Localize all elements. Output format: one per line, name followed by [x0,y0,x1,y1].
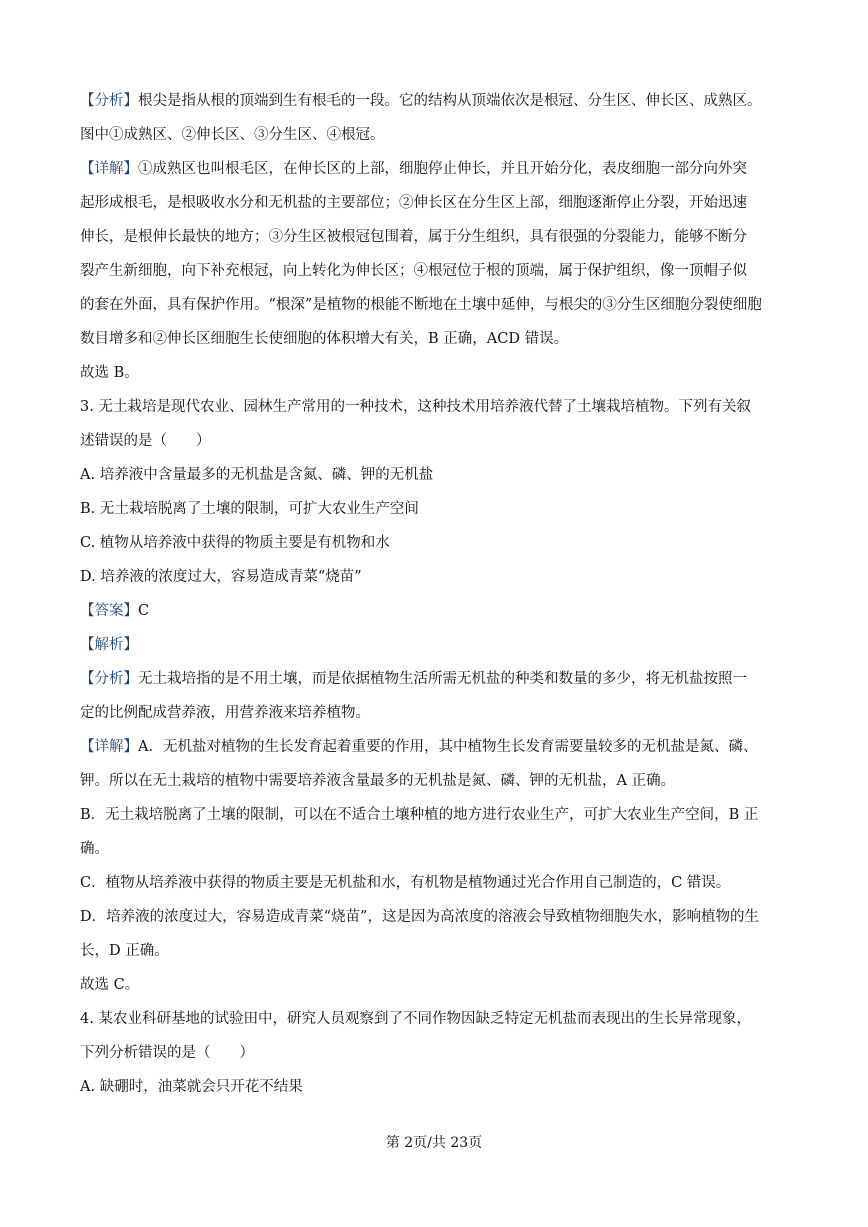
q4-stem-line-2: 下列分析错误的是（ ） [80,1045,254,1061]
q3-stem-line-1: 3. 无土栽培是现代农业、园林生产常用的一种技术，这种技术用培养液代替了土壤栽培植物。下列有关叙 [80,399,751,415]
answer-tag: 【答案】 [80,603,138,619]
q3-analysis [80,662,792,730]
q3-answer [80,594,792,628]
q3-option-c: C. 植物从培养液中获得的物质主要是有机物和水 [80,535,390,551]
q3-detail-d-line-1: D．培养液的浓度过大，容易造成青菜“烧苗”，这是因为高浓度的溶液会导致植物细胞失水，影响植物的生 [80,909,759,925]
page-footer: 第 2页/共 23页 [385,1135,483,1151]
q3-detail-d-line-2: 长，D 正确。 [80,943,169,959]
q3-detail-a-line-1: 【详解】A．无机盐对植物的生长发育起着重要的作用，其中植物生长发育需要量较多的无机盐是氮、磷、 [80,739,758,755]
q2-conclusion: 故选 B。 [80,365,139,381]
analysis-tag: 【分析】 [80,671,138,687]
q3-explain [80,628,792,662]
q2-detail-line-2: 起形成根毛，是根吸收水分和无机盐的主要部位；②伸长区在分生区上部，细胞逐渐停止分裂，开始迅速 [80,195,747,211]
q3-stem [80,390,792,458]
answer-value: C [138,603,150,619]
q3-detail-a [80,730,792,798]
analysis-tag: 【分析】 [80,93,138,109]
q2-analysis-line-1: 【分析】根尖是指从根的顶端到生有根毛的一段。它的结构从顶端依次是根冠、分生区、伸长区、成熟区。 [80,93,762,109]
q3-option-a: A. 培养液中含量最多的无机盐是含氮、磷、钾的无机盐 [80,467,434,483]
q3-detail-d [80,900,792,968]
q2-detail [80,152,792,356]
q4-stem [80,1002,792,1070]
page-content [80,84,792,1104]
q3-options [80,458,792,594]
q4-options [80,1070,792,1104]
q3-detail-a-line-2: 钾。所以在无土栽培的植物中需要培养液含量最多的无机盐是氮、磷、钾的无机盐，A 正确。 [80,773,676,789]
q4-option-a: A. 缺硼时，油菜就会只开花不结果 [80,1079,303,1095]
q3-detail-b-line-1: B．无土栽培脱离了土壤的限制，可以在不适合土壤种植的地方进行农业生产，可扩大农业生产空间，B 正 [80,807,759,823]
q3-option-d: D. 培养液的浓度过大，容易造成青菜“烧苗” [80,569,362,585]
q3-analysis-line-2: 定的比例配成营养液，用营养液来培养植物。 [80,705,370,721]
q3-conclusion: 故选 C。 [80,977,140,993]
q3-option-b: B. 无土栽培脱离了土壤的限制，可扩大农业生产空间 [80,501,419,517]
q2-analysis [80,84,792,152]
q2-analysis-line-2: 图中①成熟区、②伸长区、③分生区、④根冠。 [80,127,385,143]
q3-detail-b [80,798,792,866]
q3-stem-line-2: 述错误的是（ ） [80,433,211,449]
detail-tag: 【详解】 [80,739,138,755]
q2-detail-line-6: 数目增多和②伸长区细胞生长使细胞的体积增大有关，B 正确，ACD 错误。 [80,331,569,347]
q2-detail-line-5: 的套在外面，具有保护作用。“根深”是植物的根能不断地在土壤中延伸，与根尖的③分生区细胞分裂使细胞 [80,297,762,313]
q3-detail-b-line-2: 确。 [80,841,109,857]
detail-tag: 【详解】 [80,161,138,177]
explain-tag: 【解析】 [80,637,138,653]
q2-detail-line-3: 伸长，是根伸长最快的地方；③分生区被根冠包围着，属于分生组织，具有很强的分裂能力，能够不断分 [80,229,747,245]
q4-stem-line-1: 4. 某农业科研基地的试验田中，研究人员观察到了不同作物因缺乏特定无机盐而表现出的生长异常现象， [80,1011,751,1027]
q2-detail-line-4: 裂产生新细胞，向下补充根冠，向上转化为伸长区；④根冠位于根的顶端，属于保护组织，像一顶帽子似 [80,263,747,279]
q3-detail-c: C．植物从培养液中获得的物质主要是无机盐和水，有机物是植物通过光合作用自己制造的，C 错误。 [80,875,731,891]
q2-detail-line-1: 【详解】①成熟区也叫根毛区，在伸长区的上部，细胞停止伸长，并且开始分化，表皮细胞一部分向外突 [80,161,747,177]
q3-analysis-line-1: 【分析】无土栽培指的是不用土壤，而是依据植物生活所需无机盐的种类和数量的多少，将无机盐按照一 [80,671,747,687]
